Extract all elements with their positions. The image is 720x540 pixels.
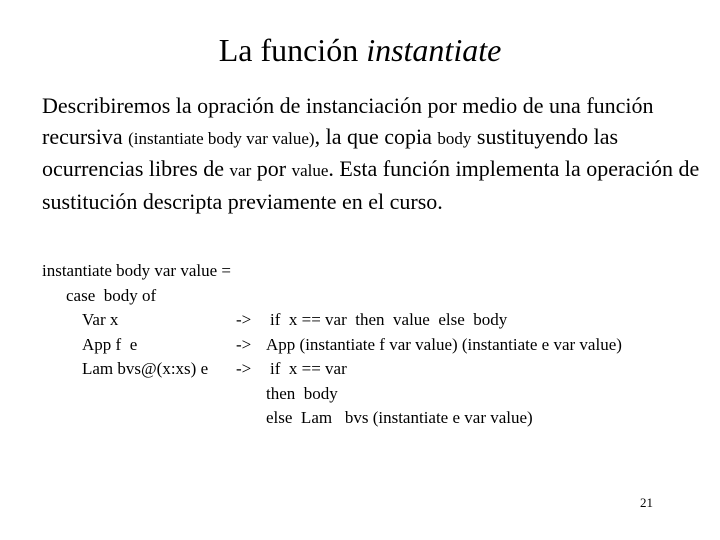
paragraph-text-3: sustituyendo las ocurrencias libres de <box>42 123 619 181</box>
paragraph-text-2: , la que copia <box>314 123 438 149</box>
code-app-arrow: -> <box>236 334 252 354</box>
code-app-body: App (instantiate f var value) (instantiate e var value) <box>266 334 622 354</box>
code-var-arrow: -> <box>236 310 252 329</box>
paragraph-code-3: var <box>229 161 252 180</box>
code-lam-pattern: Lam bvs@(x:xs) e <box>82 359 209 378</box>
code-lam-then: then body <box>266 383 338 403</box>
paragraph-code-4: value <box>291 161 329 180</box>
code-app-pattern: App f e <box>82 334 138 354</box>
description-paragraph <box>42 91 702 217</box>
paragraph-text-4: por <box>251 156 292 181</box>
code-line-signature: instantiate body var value = <box>42 261 231 280</box>
paragraph-text-1: Describiremos la opración de instanciación por medio de una función recursiva <box>42 93 654 149</box>
slide-title <box>0 30 720 70</box>
code-var-pattern: Var x <box>82 310 119 329</box>
paragraph-text-5: . Esta función implementa la operación de sustitución descripta previamente en el curso. <box>42 156 700 214</box>
paragraph-code-1: (instantiate body var value) <box>128 128 315 148</box>
paragraph-code-2: body <box>437 128 472 148</box>
title-italic-text: instantiate <box>366 32 502 68</box>
code-lam-body: if x == var <box>270 359 347 378</box>
page-number: 21 <box>640 495 653 510</box>
code-var-body: if x == var then value else body <box>270 310 508 329</box>
code-lam-else: else Lam bvs (instantiate e var value) <box>266 408 533 427</box>
title-text: La función <box>218 32 367 68</box>
code-lam-arrow: -> <box>236 359 252 378</box>
code-line-case: case body of <box>66 285 157 305</box>
